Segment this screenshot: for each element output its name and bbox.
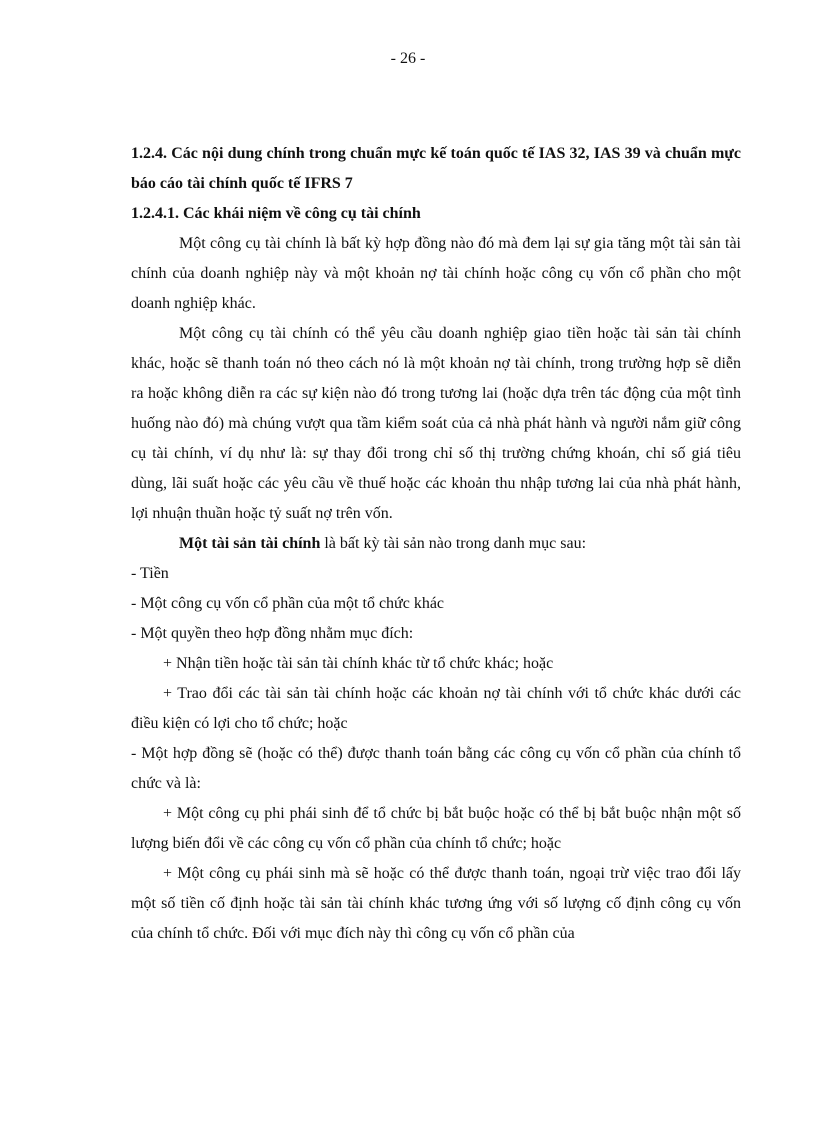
financial-asset-text: là bất kỳ tài sản nào trong danh mục sau: [320, 535, 587, 552]
paragraph-definition: Một công cụ tài chính là bất kỳ hợp đồng nào đó mà đem lại sự gia tăng một tài sản tài chính của doanh nghiệp này và một khoản nợ tài chính hoặc công cụ vốn cổ phần cho một doanh nghiệp khác. [131, 235, 741, 312]
sub-item-exchange: + Trao đổi các tài sản tài chính hoặc các khoản nợ tài chính với tổ chức khác dưới các điều kiện có lợi cho tổ chức; hoặc [131, 685, 741, 732]
subsection-heading: 1.2.4.1. Các khái niệm về công cụ tài chính [131, 205, 421, 222]
document-body [131, 139, 741, 949]
list-item-contract-right: - Một quyền theo hợp đồng nhằm mục đích: [131, 625, 414, 642]
section-heading: 1.2.4. Các nội dung chính trong chuẩn mực kế toán quốc tế IAS 32, IAS 39 và chuẩn mực báo cáo tài chính quốc tế IFRS 7 [131, 145, 741, 192]
sub-item-non-derivative: + Một công cụ phi phái sinh để tổ chức bị bắt buộc hoặc có thể bị bắt buộc nhận một số lượng biến đổi về các công cụ vốn cổ phần của chính tổ chức; hoặc [131, 805, 741, 852]
list-item-equity: - Một công cụ vốn cổ phần của một tổ chức khác [131, 595, 445, 612]
financial-asset-term: Một tài sản tài chính [179, 535, 321, 552]
page-number: - 26 - [390, 50, 426, 67]
list-item-cash: - Tiền [131, 565, 169, 582]
sub-item-derivative: + Một công cụ phái sinh mà sẽ hoặc có thể được thanh toán, ngoại trừ việc trao đổi lấy một số tiền cố định hoặc tài sản tài chính khác tương ứng với số lượng cố định công cụ vốn của chính tổ chức. Đối với mục đích này thì công cụ vốn cổ phần của [131, 865, 741, 942]
paragraph-requirements: Một công cụ tài chính có thể yêu cầu doanh nghiệp giao tiền hoặc tài sản tài chính khác, hoặc sẽ thanh toán nó theo cách nó là một khoản nợ tài chính, trong trường hợp sẽ diễn ra hoặc không diễn ra các sự kiện nào đó trong tương lai (hoặc dựa trên tác động của một tình huống nào đó) mà chúng vượt qua tầm kiểm soát của cả nhà phát hành và người nắm giữ công cụ tài chính, ví dụ như là: sự thay đổi trong chỉ số thị trường chứng khoán, chỉ số giá tiêu dùng, lãi suất hoặc các yêu cầu về thuế hoặc các khoản thu nhập tương lai của nhà phát hành, lợi nhuận thuần hoặc tỷ suất nợ trên vốn. [131, 325, 741, 522]
sub-item-receive: + Nhận tiền hoặc tài sản tài chính khác từ tổ chức khác; hoặc [163, 655, 554, 672]
list-item-contract-settlement: - Một hợp đồng sẽ (hoặc có thể) được thanh toán bằng các công cụ vốn cổ phần của chính tổ chức và là: [131, 745, 741, 792]
paragraph-financial-asset [131, 529, 741, 559]
